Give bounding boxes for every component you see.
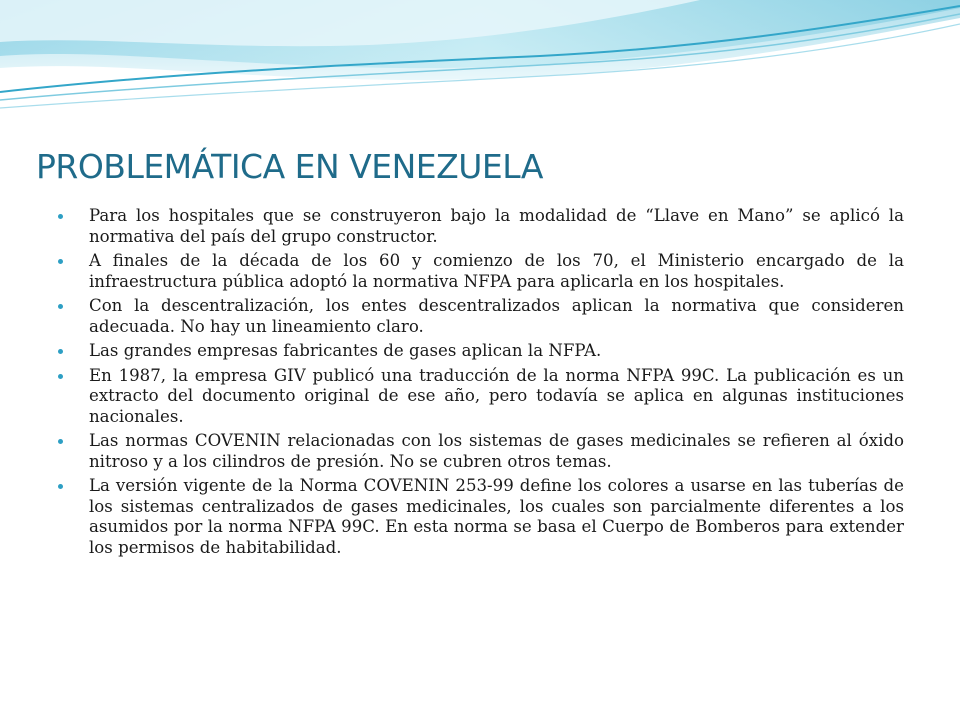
bullet-text: Las grandes empresas fabricantes de gases aplican la NFPA.	[89, 341, 602, 360]
bullet-text: Las normas COVENIN relacionadas con los sistemas de gases medicinales se refieren al óxido nitroso y a los cilindros de presión. No se cubren otros temas.	[89, 431, 904, 471]
bullet-dot-icon	[58, 439, 63, 444]
bullet-text: A finales de la década de los 60 y comienzo de los 70, el Ministerio encargado de la infraestructura pública adoptó la normativa NFPA para aplicarla en los hospitales.	[89, 251, 904, 291]
bullet-item	[58, 431, 904, 472]
bullet-dot-icon	[58, 259, 63, 264]
bullet-dot-icon	[58, 484, 63, 489]
bullet-dot-icon	[58, 304, 63, 309]
bullet-dot-icon	[58, 214, 63, 219]
bullet-item	[58, 206, 904, 247]
bullet-dot-icon	[58, 349, 63, 354]
bullet-item	[58, 341, 904, 362]
bullet-text: La versión vigente de la Norma COVENIN 253-99 define los colores a usarse en las tuberías de los sistemas centralizados de gases medicinales, los cuales son parcialmente diferentes a los asumidos por la norma NFPA 99C. En esta norma se basa el Cuerpo de Bomberos para extender los permisos de habitabilidad.	[89, 476, 904, 557]
bullet-text: En 1987, la empresa GIV publicó una traducción de la norma NFPA 99C. La publicación es un extracto del documento original de ese año, pero todavía se aplica en algunas instituciones nacionales.	[89, 365, 904, 426]
bullet-item	[58, 251, 904, 292]
bullet-text: Para los hospitales que se construyeron bajo la modalidad de “Llave en Mano” se aplicó la normativa del país del grupo constructor.	[89, 206, 904, 246]
bullet-dot-icon	[58, 374, 63, 379]
decorative-wave-header	[0, 0, 960, 120]
slide-title: PROBLEMÁTICA EN VENEZUELA	[36, 147, 543, 186]
bullet-item	[58, 366, 904, 428]
bullet-text: Con la descentralización, los entes descentralizados aplican la normativa que consideren adecuada. No hay un lineamiento claro.	[89, 296, 904, 336]
bullet-item	[58, 296, 904, 337]
bullet-list	[58, 206, 904, 562]
bullet-item	[58, 476, 904, 558]
